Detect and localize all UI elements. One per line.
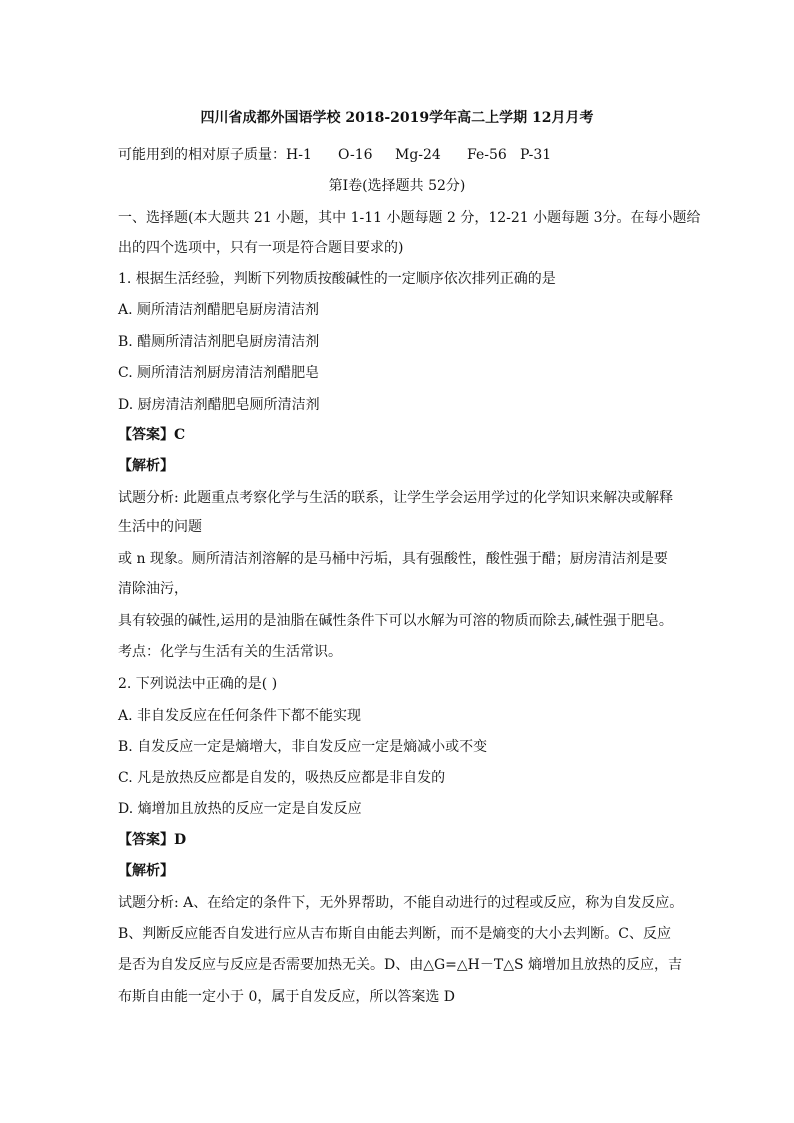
atomic-mass-line (118, 146, 551, 164)
question-1-option-d: D. 厨房清洁剂醋肥皂厕所清洁剂 (118, 397, 320, 413)
question-1-option-c: C. 厕所清洁剂厨房清洁剂醋肥皂 (118, 365, 320, 381)
atomic-mass-h: H-1 (286, 147, 312, 163)
question-1-stem: 1. 根据生活经验，判断下列物质按酸碱性的一定顺序依次排列正确的是 (118, 271, 556, 287)
question-1-analysis-line: 具有较强的碱性,运用的是油脂在碱性条件下可以水解为可溶的物质而除去,碱性强于肥皂。 (118, 613, 673, 629)
question-2-option-c: C. 凡是放热反应都是自发的，吸热反应都是非自发的 (118, 770, 446, 786)
atomic-mass-label: 可能用到的相对原子质量： (118, 147, 286, 163)
instruction-line: 一、选择题(本大题共 21 小题，其中 1-11 小题每题 2 分，12-21 小题每题 3分。在每小题给 (118, 210, 701, 226)
question-2-analysis-line: B、判断反应能否自发进行应从吉布斯自由能去判断，而不是熵变的大小去判断。C、反应 (118, 926, 671, 942)
atomic-mass-o: O-16 (338, 147, 373, 163)
question-1-analysis-label: 【解析】 (118, 458, 174, 474)
question-1-analysis-line: 清除油污， (118, 581, 188, 597)
question-2-analysis-label: 【解析】 (118, 863, 174, 879)
question-1-analysis-line: 试题分析: 此题重点考察化学与生活的联系，让学生学会运用学过的化学知识来解决或解释 (118, 490, 674, 506)
document-title: 四川省成都外国语学校 2018-2019学年高二上学期 12月月考 (200, 110, 594, 126)
question-2-option-b: B. 自发反应一定是熵增大，非自发反应一定是熵减小或不变 (118, 739, 488, 755)
question-2-option-a: A. 非自发反应在任何条件下都不能实现 (118, 708, 362, 724)
instruction-line: 出的四个选项中，只有一项是符合题目要求的) (118, 240, 404, 256)
question-2-analysis-line: 试题分析: A、在给定的条件下，无外界帮助，不能自动进行的过程或反应，称为自发反应。 (118, 895, 684, 911)
atomic-mass-mg: Mg-24 (395, 147, 441, 163)
question-2-analysis-line: 布斯自由能一定小于 0，属于自发反应，所以答案选 D (118, 989, 456, 1005)
question-1-analysis-line: 或 n 现象。厕所清洁剂溶解的是马桶中污垢，具有强酸性，酸性强于醋；厨房清洁剂是要 (118, 551, 668, 567)
question-1-analysis-line: 生活中的问题 (118, 519, 202, 535)
question-1-analysis-line: 考点：化学与生活有关的生活常识。 (118, 644, 342, 660)
section-heading: 第Ⅰ卷(选择题共 52分) (328, 178, 466, 194)
question-2-answer: 【答案】D (118, 832, 187, 848)
question-2-analysis-line: 是否为自发反应与反应是否需要加热无关。D、由△G=△H－T△S 熵增加且放热的反应，吉 (118, 957, 683, 973)
question-1-answer: 【答案】C (118, 427, 186, 443)
question-1-option-a: A. 厕所清洁剂醋肥皂厨房清洁剂 (118, 302, 320, 318)
atomic-mass-p: P-31 (520, 147, 552, 163)
question-2-stem: 2. 下列说法中正确的是( ) (118, 676, 278, 692)
atomic-mass-fe: Fe-56 (467, 147, 507, 163)
question-2-option-d: D. 熵增加且放热的反应一定是自发反应 (118, 801, 362, 817)
question-1-option-b: B. 醋厕所清洁剂肥皂厨房清洁剂 (118, 334, 320, 350)
